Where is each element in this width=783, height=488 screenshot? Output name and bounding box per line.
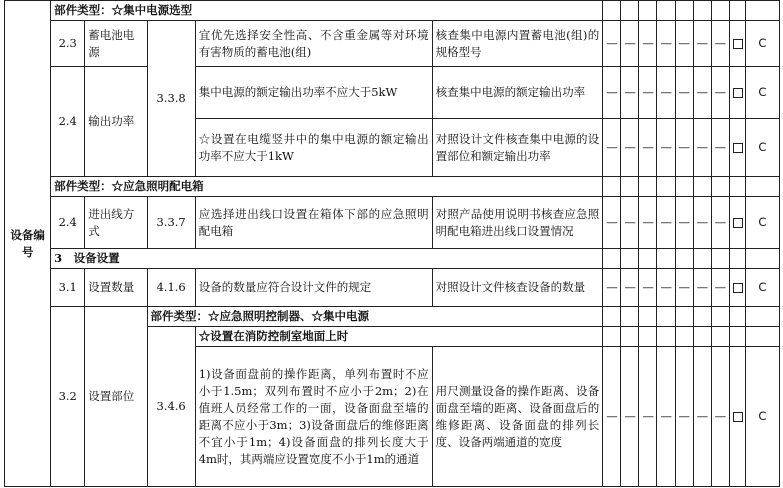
item-name: 输出功率 [85, 67, 147, 177]
dash-mark: — [675, 197, 693, 249]
grid-cell [621, 327, 639, 347]
dash-mark: — [639, 269, 657, 307]
dash-mark: — [621, 197, 639, 249]
side-label-text: 设备编号 [10, 227, 45, 259]
result-checkbox[interactable] [729, 269, 745, 307]
part-type-power-selection: 部件类型：☆集中电源选型 [51, 1, 603, 21]
dash-mark: — [621, 119, 639, 177]
result-letter: C [745, 197, 779, 249]
item-name: 设置部位 [85, 307, 147, 487]
dash-mark: — [603, 347, 621, 487]
grid-cell [729, 177, 745, 197]
checkbox-icon[interactable] [733, 412, 743, 422]
grid-cell [711, 1, 729, 21]
dash-mark: — [639, 21, 657, 67]
section-header: 3 设备设置 [51, 249, 603, 269]
part-type-distribution-box: 部件类型：☆应急照明配电箱 [51, 177, 603, 197]
grid-cell [729, 1, 745, 21]
requirement-text: 应选择进出线口设置在箱体下部的应急照明配电箱 [195, 197, 432, 249]
method-text: 对照产品使用说明书核查应急照明配电箱进出线口设置情况 [432, 197, 603, 249]
dash-mark: — [693, 347, 711, 487]
grid-cell [745, 249, 779, 269]
checkbox-icon[interactable] [733, 39, 743, 49]
dash-mark: — [711, 21, 729, 67]
table-row [5, 197, 780, 249]
item-name: 进出线方式 [85, 197, 147, 249]
table-row [5, 67, 780, 119]
grid-cell [693, 327, 711, 347]
inspection-table [4, 0, 780, 487]
grid-cell [729, 327, 745, 347]
dash-mark: — [675, 347, 693, 487]
grid-cell [675, 177, 693, 197]
item-name: 蓄电池电源 [85, 21, 147, 67]
grid-cell [675, 327, 693, 347]
dash-mark: — [603, 67, 621, 119]
result-checkbox[interactable] [729, 347, 745, 487]
dash-mark: — [675, 21, 693, 67]
grid-cell [621, 307, 639, 327]
item-number: 3.2 [51, 307, 85, 487]
dash-mark: — [621, 21, 639, 67]
clause-number: 3.3.8 [147, 21, 195, 177]
grid-cell [657, 249, 675, 269]
item-number: 2.4 [51, 67, 85, 177]
requirement-text: 设备的数量应符合设计文件的规定 [195, 269, 432, 307]
device-number-label [5, 1, 51, 487]
clause-number: 4.1.6 [147, 269, 195, 307]
grid-cell [745, 1, 779, 21]
grid-cell [639, 249, 657, 269]
requirement-text: 宜优先选择安全性高、不含重金属等对环境有害物质的蓄电池(组) [195, 21, 432, 67]
dash-mark: — [657, 269, 675, 307]
result-letter: C [745, 67, 779, 119]
dash-mark: — [675, 119, 693, 177]
checkbox-icon[interactable] [733, 88, 743, 98]
table-row [5, 21, 780, 67]
dash-mark: — [639, 347, 657, 487]
dash-mark: — [639, 119, 657, 177]
grid-cell [639, 1, 657, 21]
grid-cell [693, 1, 711, 21]
table-row [5, 1, 780, 21]
checkbox-icon[interactable] [733, 283, 743, 293]
dash-mark: — [693, 67, 711, 119]
dash-mark: — [711, 197, 729, 249]
grid-cell [745, 327, 779, 347]
grid-cell [675, 307, 693, 327]
dash-mark: — [711, 269, 729, 307]
grid-cell [729, 307, 745, 327]
grid-cell [711, 307, 729, 327]
dash-mark: — [657, 67, 675, 119]
dash-mark: — [657, 119, 675, 177]
requirement-text: 集中电源的额定输出功率不应大于5kW [195, 67, 432, 119]
dash-mark: — [657, 21, 675, 67]
result-letter: C [745, 21, 779, 67]
sub-heading: ☆设置在消防控制室地面上时 [195, 327, 603, 347]
result-letter: C [745, 119, 779, 177]
dash-mark: — [657, 197, 675, 249]
grid-cell [729, 249, 745, 269]
method-text: 核查集中电源内置蓄电池(组)的规格型号 [432, 21, 603, 67]
dash-mark: — [693, 197, 711, 249]
grid-cell [639, 307, 657, 327]
result-checkbox[interactable] [729, 67, 745, 119]
grid-cell [603, 249, 621, 269]
method-text: 核查集中电源的额定输出功率 [432, 67, 603, 119]
dash-mark: — [711, 347, 729, 487]
checkbox-icon[interactable] [733, 143, 743, 153]
grid-cell [745, 307, 779, 327]
method-text: 对照设计文件核查集中电源的设置部位和额定输出功率 [432, 119, 603, 177]
grid-cell [657, 177, 675, 197]
checkbox-icon[interactable] [733, 218, 743, 228]
grid-cell [675, 1, 693, 21]
grid-cell [639, 177, 657, 197]
result-letter: C [745, 269, 779, 307]
table-row [5, 177, 780, 197]
grid-cell [693, 307, 711, 327]
table-row [5, 249, 780, 269]
grid-cell [745, 177, 779, 197]
clause-number: 3.3.7 [147, 197, 195, 249]
dash-mark: — [675, 269, 693, 307]
grid-cell [603, 1, 621, 21]
item-number: 3.1 [51, 269, 85, 307]
item-name: 设置数量 [85, 269, 147, 307]
dash-mark: — [693, 119, 711, 177]
dash-mark: — [621, 269, 639, 307]
dash-mark: — [603, 269, 621, 307]
grid-cell [657, 1, 675, 21]
clause-number: 3.4.6 [147, 327, 195, 487]
dash-mark: — [693, 269, 711, 307]
dash-mark: — [711, 119, 729, 177]
dash-mark: — [639, 67, 657, 119]
result-letter: C [745, 347, 779, 487]
method-text: 用尺测量设备的操作距离、设备面盘至墙的距离、设备面盘后的维修距离、设备面盘的排列长度、设备两端通道的宽度 [432, 347, 603, 487]
grid-cell [711, 177, 729, 197]
grid-cell [639, 327, 657, 347]
table-row [5, 269, 780, 307]
grid-cell [675, 249, 693, 269]
dash-mark: — [675, 67, 693, 119]
grid-cell [621, 177, 639, 197]
grid-cell [657, 307, 675, 327]
dash-mark: — [657, 347, 675, 487]
dash-mark: — [603, 21, 621, 67]
dash-mark: — [693, 21, 711, 67]
table-row [5, 307, 780, 327]
dash-mark: — [603, 197, 621, 249]
grid-cell [693, 249, 711, 269]
requirement-text: 1)设备面盘前的操作距离，单列布置时不应小于1.5m；双列布置时不应小于2m；2)在值班人员经常工作的一面，设备面盘至墙的距离不应小于3m；3)设备面盘后的维修距离不宜小于1m；4)设备面盘的排列长度大于4m时，其两端应设置宽度不小于1m的通道 [195, 347, 432, 487]
result-checkbox[interactable] [729, 119, 745, 177]
result-checkbox[interactable] [729, 21, 745, 67]
dash-mark: — [639, 197, 657, 249]
grid-cell [603, 177, 621, 197]
grid-cell [621, 249, 639, 269]
result-checkbox[interactable] [729, 197, 745, 249]
grid-cell [657, 327, 675, 347]
grid-cell [693, 177, 711, 197]
item-number: 2.4 [51, 197, 85, 249]
requirement-text: ☆设置在电缆竖井中的集中电源的额定输出功率不应大于1kW [195, 119, 432, 177]
dash-mark: — [621, 347, 639, 487]
grid-cell [621, 1, 639, 21]
item-number: 2.3 [51, 21, 85, 67]
method-text: 对照设计文件核查设备的数量 [432, 269, 603, 307]
grid-cell [603, 327, 621, 347]
part-type-controller: 部件类型：☆应急照明控制器、☆集中电源 [147, 307, 603, 327]
grid-cell [603, 307, 621, 327]
grid-cell [711, 327, 729, 347]
dash-mark: — [711, 67, 729, 119]
grid-cell [711, 249, 729, 269]
dash-mark: — [621, 67, 639, 119]
dash-mark: — [603, 119, 621, 177]
